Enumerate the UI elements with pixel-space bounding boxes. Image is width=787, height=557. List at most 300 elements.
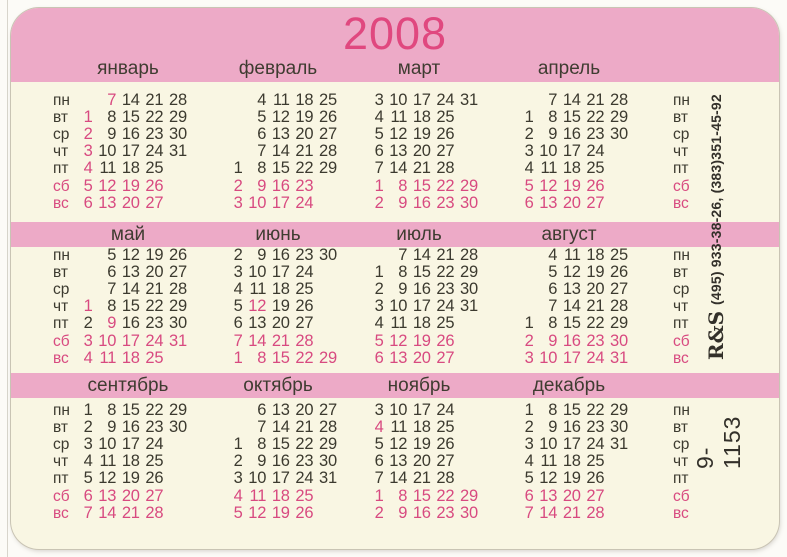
date-cell: 25 bbox=[436, 418, 455, 437]
date-cell: 22 bbox=[295, 435, 314, 454]
date-cell: 8 bbox=[107, 108, 117, 127]
date-cell: 6 bbox=[233, 314, 243, 333]
date-cell: 9 bbox=[107, 125, 117, 144]
date-cell: 28 bbox=[319, 418, 337, 437]
date-cell: 5 bbox=[83, 176, 93, 195]
week-row-апрель bbox=[510, 178, 628, 196]
month-name-ноябрь: ноябрь bbox=[387, 375, 451, 396]
week-row-август bbox=[510, 333, 628, 351]
date-cell: 23 bbox=[436, 503, 455, 522]
date-cell: 14 bbox=[121, 280, 140, 299]
date-cell: 20 bbox=[412, 142, 431, 161]
date-cell: 21 bbox=[295, 142, 314, 161]
date-cell: 13 bbox=[271, 125, 290, 144]
date-cell: 25 bbox=[436, 108, 455, 127]
date-cell: 1 bbox=[83, 401, 93, 419]
date-cell: 12 bbox=[389, 331, 408, 350]
date-cell: 12 bbox=[121, 246, 140, 264]
date-cell: 26 bbox=[169, 246, 187, 264]
date-cell: 1 bbox=[524, 314, 534, 333]
date-cell: 5 bbox=[374, 435, 384, 454]
date-cell: 4 bbox=[374, 314, 384, 333]
date-cell: 28 bbox=[145, 503, 164, 522]
date-cell: 31 bbox=[319, 469, 337, 488]
date-cell: 27 bbox=[436, 348, 455, 367]
week-row-сентябрь bbox=[69, 470, 187, 488]
date-cell: 4 bbox=[374, 108, 384, 127]
date-cell: 11 bbox=[390, 314, 408, 333]
date-cell: 20 bbox=[295, 401, 314, 419]
date-cell: 23 bbox=[295, 176, 314, 195]
year-title: 2008 bbox=[342, 8, 448, 59]
date-cell: 18 bbox=[271, 486, 290, 505]
day-label-right-вт: вт bbox=[673, 264, 688, 282]
date-cell: 18 bbox=[121, 159, 140, 178]
date-cell: 18 bbox=[295, 91, 314, 109]
date-cell: 8 bbox=[257, 159, 267, 178]
date-cell: 28 bbox=[460, 246, 478, 264]
date-cell: 19 bbox=[121, 176, 140, 195]
date-cell: 22 bbox=[295, 159, 314, 178]
date-cell: 21 bbox=[436, 246, 455, 264]
date-cell: 26 bbox=[295, 297, 314, 316]
date-cell: 22 bbox=[145, 108, 164, 127]
date-cell: 29 bbox=[610, 314, 628, 333]
date-cell: 3 bbox=[374, 91, 384, 109]
date-cell: 1 bbox=[83, 297, 93, 316]
date-cell: 2 bbox=[524, 125, 534, 144]
date-cell: 22 bbox=[145, 401, 164, 419]
date-cell: 24 bbox=[436, 91, 455, 109]
day-label-left-пт: пт bbox=[53, 315, 69, 333]
date-cell: 26 bbox=[436, 435, 455, 454]
week-row-апрель bbox=[510, 195, 628, 213]
week-row-декабрь bbox=[510, 505, 628, 523]
date-cell: 29 bbox=[319, 159, 337, 178]
date-cell: 23 bbox=[145, 418, 164, 437]
date-cell: 12 bbox=[389, 435, 408, 454]
day-label-left-сб: сб bbox=[53, 332, 70, 350]
date-cell: 17 bbox=[412, 401, 431, 419]
publisher-logo: R&S bbox=[704, 310, 728, 360]
day-label-left-чт: чт bbox=[53, 298, 69, 316]
date-cell: 17 bbox=[271, 469, 290, 488]
date-cell: 19 bbox=[412, 435, 431, 454]
day-label-right-пн: пн bbox=[673, 92, 690, 109]
date-cell: 5 bbox=[233, 503, 243, 522]
date-cell: 15 bbox=[271, 348, 290, 367]
date-cell: 25 bbox=[610, 246, 628, 264]
date-cell: 7 bbox=[83, 503, 93, 522]
date-cell: 10 bbox=[248, 193, 267, 212]
date-cell: 5 bbox=[257, 108, 267, 127]
day-label-right-вс: вс bbox=[673, 504, 689, 522]
date-cell: 31 bbox=[460, 297, 478, 316]
date-cell: 27 bbox=[436, 452, 455, 471]
month-name-август: август bbox=[541, 224, 597, 245]
date-cell: 9 bbox=[107, 314, 117, 333]
date-cell: 6 bbox=[83, 193, 93, 212]
date-cell: 29 bbox=[460, 486, 478, 505]
date-cell: 21 bbox=[295, 418, 314, 437]
date-cell: 8 bbox=[398, 486, 408, 505]
day-label-left-вт: вт bbox=[53, 419, 68, 437]
month-name-февраль: февраль bbox=[238, 58, 318, 79]
day-label-left-вс: вс bbox=[53, 349, 69, 367]
date-cell: 27 bbox=[586, 486, 605, 505]
date-cell: 30 bbox=[460, 193, 478, 212]
day-label-left-пт: пт bbox=[53, 160, 69, 178]
date-cell: 13 bbox=[389, 452, 408, 471]
date-cell: 21 bbox=[586, 297, 605, 316]
date-cell: 4 bbox=[83, 159, 93, 178]
date-cell: 6 bbox=[107, 263, 117, 282]
date-cell: 24 bbox=[145, 435, 164, 454]
day-label-right-вт: вт bbox=[673, 109, 688, 127]
date-cell: 17 bbox=[271, 263, 290, 282]
day-label-left-чт: чт bbox=[53, 453, 69, 471]
date-cell: 19 bbox=[412, 125, 431, 144]
date-cell: 21 bbox=[271, 331, 290, 350]
date-cell: 1 bbox=[83, 108, 93, 127]
date-cell: 2 bbox=[83, 314, 93, 333]
day-label-left-ср: ср bbox=[53, 281, 70, 299]
date-cell: 18 bbox=[412, 418, 431, 437]
date-cell: 2 bbox=[233, 176, 243, 195]
week-row-май bbox=[69, 315, 187, 333]
day-label-right-ср: ср bbox=[673, 281, 690, 299]
date-cell: 3 bbox=[233, 263, 243, 282]
date-cell: 17 bbox=[412, 91, 431, 109]
date-cell: 7 bbox=[398, 246, 408, 264]
scan-artifact-line bbox=[7, 0, 8, 557]
date-cell: 27 bbox=[169, 263, 187, 282]
date-cell: 11 bbox=[540, 159, 558, 178]
date-cell: 29 bbox=[460, 263, 478, 282]
date-cell: 2 bbox=[233, 452, 243, 471]
date-cell: 28 bbox=[436, 469, 455, 488]
date-cell: 21 bbox=[121, 503, 140, 522]
date-cell: 8 bbox=[398, 176, 408, 195]
week-row-сентябрь bbox=[69, 488, 187, 506]
week-row-февраль bbox=[219, 160, 337, 178]
date-cell: 25 bbox=[586, 452, 605, 471]
date-cell: 19 bbox=[121, 469, 140, 488]
date-cell: 18 bbox=[412, 314, 431, 333]
day-label-left-пт: пт bbox=[53, 470, 69, 488]
date-cell: 6 bbox=[374, 452, 384, 471]
date-cell: 25 bbox=[295, 280, 314, 299]
date-cell: 23 bbox=[295, 452, 314, 471]
date-cell: 17 bbox=[121, 331, 140, 350]
date-cell: 26 bbox=[145, 176, 164, 195]
date-cell: 9 bbox=[398, 503, 408, 522]
date-cell: 2 bbox=[233, 246, 243, 264]
week-row-октябрь bbox=[219, 505, 337, 523]
date-cell: 11 bbox=[99, 159, 117, 178]
date-cell: 8 bbox=[107, 297, 117, 316]
week-row-август bbox=[510, 350, 628, 368]
date-cell: 21 bbox=[586, 91, 605, 109]
date-cell: 15 bbox=[121, 108, 140, 127]
date-cell: 31 bbox=[610, 435, 628, 454]
month-name-декабрь: декабрь bbox=[532, 375, 606, 396]
date-cell: 5 bbox=[524, 176, 534, 195]
date-cell: 10 bbox=[389, 401, 408, 419]
date-cell: 29 bbox=[460, 176, 478, 195]
date-cell: 10 bbox=[539, 435, 558, 454]
date-cell: 14 bbox=[248, 331, 267, 350]
date-cell: 26 bbox=[295, 503, 314, 522]
date-cell: 17 bbox=[562, 435, 581, 454]
date-cell: 8 bbox=[257, 435, 267, 454]
date-cell: 16 bbox=[562, 418, 581, 437]
month-name-сентябрь: сентябрь bbox=[87, 375, 169, 396]
week-row-август bbox=[510, 315, 628, 333]
date-cell: 12 bbox=[539, 469, 558, 488]
week-row-октябрь bbox=[219, 470, 337, 488]
date-cell: 9 bbox=[257, 246, 267, 264]
date-cell: 12 bbox=[98, 469, 117, 488]
date-cell: 11 bbox=[249, 486, 267, 505]
date-cell: 27 bbox=[295, 314, 314, 333]
week-row-июль bbox=[360, 315, 478, 333]
date-cell: 22 bbox=[586, 314, 605, 333]
date-cell: 15 bbox=[562, 401, 581, 419]
date-cell: 21 bbox=[412, 469, 431, 488]
date-cell: 14 bbox=[389, 469, 408, 488]
date-cell: 28 bbox=[586, 503, 605, 522]
publisher-contact bbox=[699, 82, 733, 360]
week-row-июль bbox=[360, 333, 478, 351]
date-cell: 14 bbox=[271, 418, 290, 437]
date-cell: 23 bbox=[586, 125, 605, 144]
date-cell: 9 bbox=[257, 176, 267, 195]
date-cell: 30 bbox=[460, 503, 478, 522]
week-row-март bbox=[360, 160, 478, 178]
date-cell: 20 bbox=[295, 125, 314, 144]
date-cell: 4 bbox=[524, 159, 534, 178]
date-cell: 9 bbox=[107, 418, 117, 437]
date-cell: 30 bbox=[319, 452, 337, 471]
date-cell: 13 bbox=[98, 193, 117, 212]
calendar-grid-area bbox=[11, 8, 779, 549]
date-cell: 28 bbox=[295, 331, 314, 350]
date-cell: 8 bbox=[548, 108, 558, 127]
date-cell: 11 bbox=[273, 91, 290, 109]
date-cell: 13 bbox=[389, 348, 408, 367]
date-cell: 5 bbox=[107, 246, 117, 264]
date-cell: 23 bbox=[436, 193, 455, 212]
week-row-июнь bbox=[219, 315, 337, 333]
date-cell: 19 bbox=[412, 331, 431, 350]
date-cell: 12 bbox=[248, 297, 267, 316]
date-cell: 11 bbox=[99, 348, 117, 367]
week-row-март bbox=[360, 195, 478, 213]
date-cell: 14 bbox=[412, 246, 431, 264]
date-cell: 20 bbox=[412, 348, 431, 367]
date-cell: 23 bbox=[145, 314, 164, 333]
date-cell: 30 bbox=[169, 125, 187, 144]
date-cell: 23 bbox=[145, 125, 164, 144]
date-cell: 15 bbox=[562, 314, 581, 333]
date-cell: 9 bbox=[257, 452, 267, 471]
week-row-декабрь bbox=[510, 470, 628, 488]
date-cell: 9 bbox=[548, 125, 558, 144]
date-cell: 1 bbox=[524, 401, 534, 419]
week-row-февраль bbox=[219, 178, 337, 196]
date-cell: 6 bbox=[548, 280, 558, 299]
day-label-right-чт: чт bbox=[673, 298, 689, 316]
date-cell: 15 bbox=[412, 176, 431, 195]
date-cell: 10 bbox=[539, 348, 558, 367]
date-cell: 3 bbox=[83, 331, 93, 350]
day-label-left-вт: вт bbox=[53, 264, 68, 282]
date-cell: 26 bbox=[145, 469, 164, 488]
date-cell: 15 bbox=[271, 435, 290, 454]
date-cell: 29 bbox=[169, 297, 187, 316]
date-cell: 20 bbox=[271, 314, 290, 333]
day-label-left-пн: пн bbox=[53, 247, 70, 264]
date-cell: 8 bbox=[398, 263, 408, 282]
week-row-ноябрь bbox=[360, 470, 478, 488]
date-cell: 31 bbox=[610, 348, 628, 367]
date-cell: 25 bbox=[436, 314, 455, 333]
day-label-right-пт: пт bbox=[673, 315, 689, 333]
date-cell: 25 bbox=[145, 452, 164, 471]
date-cell: 24 bbox=[145, 142, 164, 161]
day-label-right-чт: чт bbox=[673, 143, 689, 161]
date-cell: 20 bbox=[562, 486, 581, 505]
date-cell: 14 bbox=[389, 159, 408, 178]
date-cell: 15 bbox=[412, 486, 431, 505]
date-cell: 1 bbox=[374, 263, 384, 282]
date-cell: 27 bbox=[436, 142, 455, 161]
month-name-июнь: июнь bbox=[255, 224, 301, 245]
date-cell: 18 bbox=[562, 159, 581, 178]
date-cell: 13 bbox=[248, 314, 267, 333]
date-cell: 14 bbox=[121, 91, 140, 109]
date-cell: 10 bbox=[248, 263, 267, 282]
date-cell: 29 bbox=[610, 108, 628, 127]
week-row-январь bbox=[69, 160, 187, 178]
date-cell: 23 bbox=[586, 331, 605, 350]
date-cell: 1 bbox=[233, 348, 243, 367]
date-cell: 24 bbox=[295, 193, 314, 212]
date-cell: 25 bbox=[586, 159, 605, 178]
date-cell: 23 bbox=[586, 418, 605, 437]
pocket-calendar-card bbox=[11, 8, 779, 549]
date-cell: 3 bbox=[233, 469, 243, 488]
date-cell: 29 bbox=[610, 401, 628, 419]
day-label-right-ср: ср bbox=[673, 436, 690, 454]
date-cell: 30 bbox=[169, 418, 187, 437]
date-cell: 19 bbox=[271, 297, 290, 316]
date-cell: 4 bbox=[233, 280, 243, 299]
week-row-март bbox=[360, 178, 478, 196]
week-row-октябрь bbox=[219, 488, 337, 506]
date-cell: 24 bbox=[295, 263, 314, 282]
day-label-left-ср: ср bbox=[53, 126, 70, 144]
date-cell: 1 bbox=[374, 486, 384, 505]
date-cell: 30 bbox=[610, 331, 628, 350]
date-cell: 18 bbox=[562, 452, 581, 471]
week-row-май bbox=[69, 350, 187, 368]
publisher-phone: (495) 933-38-26, (383)351-45-92 bbox=[708, 93, 724, 305]
date-cell: 13 bbox=[121, 263, 140, 282]
date-cell: 29 bbox=[169, 108, 187, 127]
date-cell: 12 bbox=[248, 503, 267, 522]
date-cell: 28 bbox=[436, 159, 455, 178]
date-cell: 22 bbox=[436, 176, 455, 195]
date-cell: 10 bbox=[389, 91, 408, 109]
date-cell: 5 bbox=[83, 469, 93, 488]
date-cell: 27 bbox=[319, 125, 337, 144]
date-cell: 17 bbox=[121, 435, 140, 454]
date-cell: 16 bbox=[121, 314, 140, 333]
date-cell: 31 bbox=[169, 142, 187, 161]
date-cell: 25 bbox=[295, 486, 314, 505]
date-cell: 4 bbox=[548, 246, 558, 264]
date-cell: 3 bbox=[233, 193, 243, 212]
date-cell: 3 bbox=[374, 297, 384, 316]
date-cell: 30 bbox=[610, 418, 628, 437]
date-cell: 5 bbox=[548, 263, 558, 282]
week-row-июнь bbox=[219, 333, 337, 351]
date-cell: 6 bbox=[374, 348, 384, 367]
date-cell: 21 bbox=[412, 159, 431, 178]
date-cell: 20 bbox=[145, 263, 164, 282]
date-cell: 6 bbox=[257, 401, 267, 419]
date-cell: 6 bbox=[83, 486, 93, 505]
date-cell: 7 bbox=[374, 159, 384, 178]
date-cell: 29 bbox=[169, 401, 187, 419]
date-cell: 15 bbox=[562, 108, 581, 127]
date-cell: 24 bbox=[145, 331, 164, 350]
date-cell: 5 bbox=[374, 331, 384, 350]
date-cell: 24 bbox=[586, 142, 605, 161]
date-cell: 1 bbox=[233, 435, 243, 454]
date-cell: 17 bbox=[562, 142, 581, 161]
date-cell: 7 bbox=[548, 91, 558, 109]
date-cell: 27 bbox=[145, 486, 164, 505]
date-cell: 7 bbox=[524, 503, 534, 522]
date-cell: 22 bbox=[436, 263, 455, 282]
date-cell: 2 bbox=[524, 418, 534, 437]
date-cell: 3 bbox=[374, 401, 384, 419]
day-label-right-вт: вт bbox=[673, 419, 688, 437]
date-cell: 17 bbox=[412, 297, 431, 316]
date-cell: 5 bbox=[374, 125, 384, 144]
date-cell: 30 bbox=[460, 280, 478, 299]
date-cell: 15 bbox=[121, 297, 140, 316]
date-cell: 13 bbox=[271, 401, 290, 419]
date-cell: 20 bbox=[586, 280, 605, 299]
month-name-июль: июль bbox=[396, 224, 442, 245]
day-label-left-пн: пн bbox=[53, 92, 70, 109]
date-cell: 3 bbox=[83, 435, 93, 454]
date-cell: 31 bbox=[460, 91, 478, 109]
date-cell: 17 bbox=[562, 348, 581, 367]
day-label-left-вт: вт bbox=[53, 109, 68, 127]
date-cell: 16 bbox=[271, 176, 290, 195]
week-row-январь bbox=[69, 178, 187, 196]
date-cell: 12 bbox=[98, 176, 117, 195]
date-cell: 18 bbox=[121, 452, 140, 471]
date-cell: 4 bbox=[524, 452, 534, 471]
day-label-left-сб: сб bbox=[53, 487, 70, 505]
day-label-left-чт: чт bbox=[53, 143, 69, 161]
